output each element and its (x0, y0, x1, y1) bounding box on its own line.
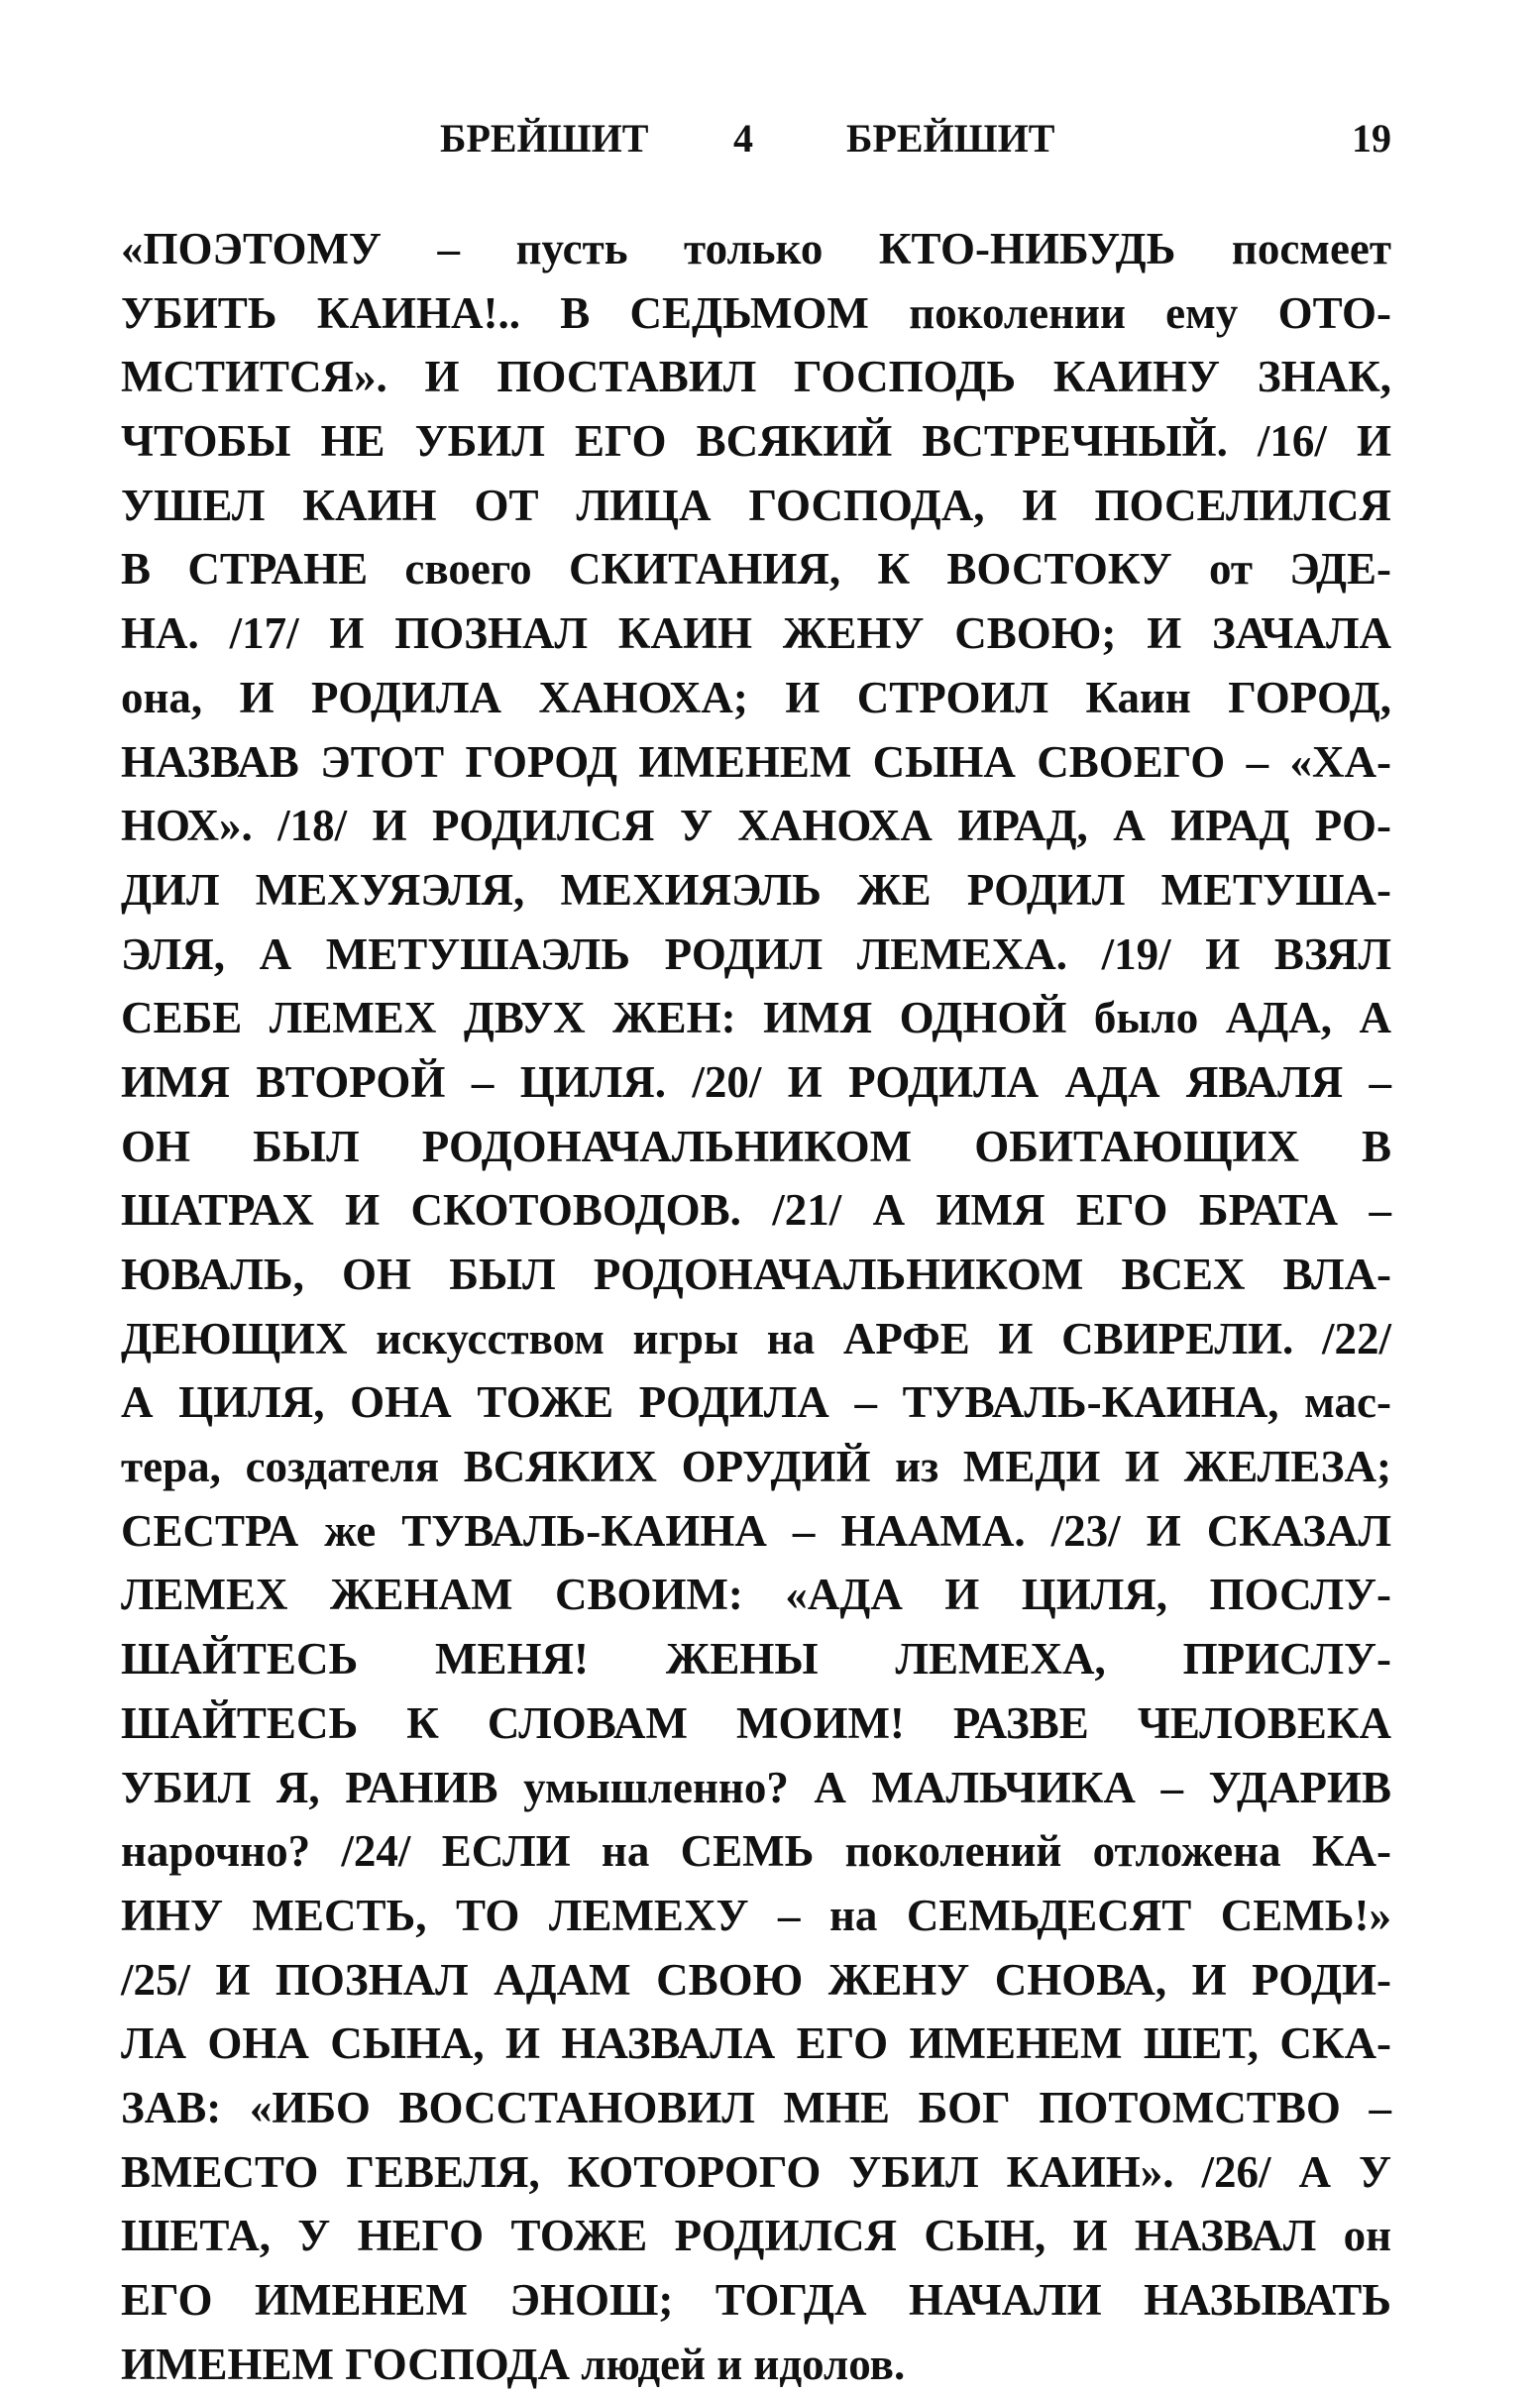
text-line: ДЕЮЩИХ искусством игры на АРФЕ И СВИРЕЛИ. /22/ (121, 1313, 1391, 1363)
text-line: тера, создателя ВСЯКИХ ОРУДИЙ из МЕДИ И ЖЕЛЕЗА; (121, 1442, 1391, 1492)
text-line: ШАЙТЕСЬ МЕНЯ! ЖЕНЫ ЛЕМЕХА, ПРИСЛУ- (121, 1634, 1391, 1685)
text-line: ЛА ОНА СЫНА, И НАЗВАЛА ЕГО ИМЕНЕМ ШЕТ, СКА- (121, 2018, 1391, 2069)
text-line: ДИЛ МЕХУЯЭЛЯ, МЕХИЯЭЛЬ ЖЕ РОДИЛ МЕТУША- (121, 864, 1391, 915)
text-line-last: ИМЕНЕМ ГОСПОДА людей и идолов. (121, 2339, 906, 2389)
text-line: УБИЛ Я, РАНИВ умышленно? А МАЛЬЧИКА – УДАРИВ (121, 1762, 1391, 1812)
book-title-right: БРЕЙШИТ (846, 116, 1055, 161)
text-line: СЕБЕ ЛЕМЕХ ДВУХ ЖЕН: ИМЯ ОДНОЙ было АДА, А (121, 993, 1391, 1043)
text-line: НАЗВАВ ЭТОТ ГОРОД ИМЕНЕМ СЫНА СВОЕГО – «ХА- (121, 736, 1391, 787)
book-title-left: БРЕЙШИТ (440, 116, 649, 161)
text-line: ОН БЫЛ РОДОНАЧАЛЬНИКОМ ОБИТАЮЩИХ В (121, 1121, 1391, 1171)
text-line: ШАЙТЕСЬ К СЛОВАМ МОИМ! РАЗВЕ ЧЕЛОВЕКА (121, 1697, 1391, 1748)
chapter-number: 4 (733, 116, 753, 161)
text-line: ЛЕМЕХ ЖЕНАМ СВОИМ: «АДА И ЦИЛЯ, ПОСЛУ- (121, 1570, 1391, 1620)
body-text (121, 217, 1391, 2396)
text-line: ШЕТА, У НЕГО ТОЖЕ РОДИЛСЯ СЫН, И НАЗВАЛ он (121, 2211, 1391, 2261)
text-line: ВМЕСТО ГЕВЕЛЯ, КОТОРОГО УБИЛ КАИН». /26/ А У (121, 2146, 1391, 2197)
page-number: 19 (1352, 116, 1391, 161)
text-line: УШЕЛ КАИН ОТ ЛИЦА ГОСПОДА, И ПОСЕЛИЛСЯ (121, 480, 1391, 530)
text-line: НА. /17/ И ПОЗНАЛ КАИН ЖЕНУ СВОЮ; И ЗАЧАЛА (121, 608, 1391, 659)
text-line: ЗАВ: «ИБО ВОССТАНОВИЛ МНЕ БОГ ПОТОМСТВО – (121, 2082, 1391, 2132)
text-line: ЮВАЛЬ, ОН БЫЛ РОДОНАЧАЛЬНИКОМ ВСЕХ ВЛА- (121, 1250, 1391, 1299)
text-line: НОХ». /18/ И РОДИЛСЯ У ХАНОХА ИРАД, А ИРАД РО- (121, 801, 1391, 851)
text-line: ЧТОБЫ НЕ УБИЛ ЕГО ВСЯКИЙ ВСТРЕЧНЫЙ. /16/ И (121, 416, 1391, 467)
text-line: СЕСТРА же ТУВАЛЬ-КАИНА – НААМА. /23/ И СКАЗАЛ (121, 1505, 1391, 1556)
text-line: ИНУ МЕСТЬ, ТО ЛЕМЕХУ – на СЕМЬДЕСЯТ СЕМЬ!» (121, 1890, 1391, 1940)
text-line: ЕГО ИМЕНЕМ ЭНОШ; ТОГДА НАЧАЛИ НАЗЫВАТЬ (121, 2275, 1391, 2325)
text-line: нарочно? /24/ ЕСЛИ на СЕМЬ поколений отложена КА- (121, 1826, 1391, 1877)
text-line: А ЦИЛЯ, ОНА ТОЖЕ РОДИЛА – ТУВАЛЬ-КАИНА, мас- (121, 1377, 1391, 1428)
text-line: ЭЛЯ, А МЕТУШАЭЛЬ РОДИЛ ЛЕМЕХА. /19/ И ВЗЯЛ (121, 928, 1391, 979)
text-line: /25/ И ПОЗНАЛ АДАМ СВОЮ ЖЕНУ СНОВА, И РОДИ- (121, 1954, 1391, 2005)
text-line: ШАТРАХ И СКОТОВОДОВ. /21/ А ИМЯ ЕГО БРАТА – (121, 1185, 1391, 1236)
text-line: ИМЯ ВТОРОЙ – ЦИЛЯ. /20/ И РОДИЛА АДА ЯВАЛЯ – (121, 1056, 1391, 1107)
running-head (121, 109, 1391, 168)
text-line: «ПОЭТОМУ – пусть только КТО-НИБУДЬ посмеет (121, 224, 1391, 273)
text-line: В СТРАНЕ своего СКИТАНИЯ, К ВОСТОКУ от ЭДЕ- (121, 544, 1391, 595)
text-line: УБИТЬ КАИНА!.. В СЕДЬМОМ поколении ему ОТО- (121, 287, 1391, 338)
text-line: МСТИТСЯ». И ПОСТАВИЛ ГОСПОДЬ КАИНУ ЗНАК, (121, 352, 1391, 402)
text-line: она, И РОДИЛА ХАНОХА; И СТРОИЛ Каин ГОРОД, (121, 672, 1391, 722)
